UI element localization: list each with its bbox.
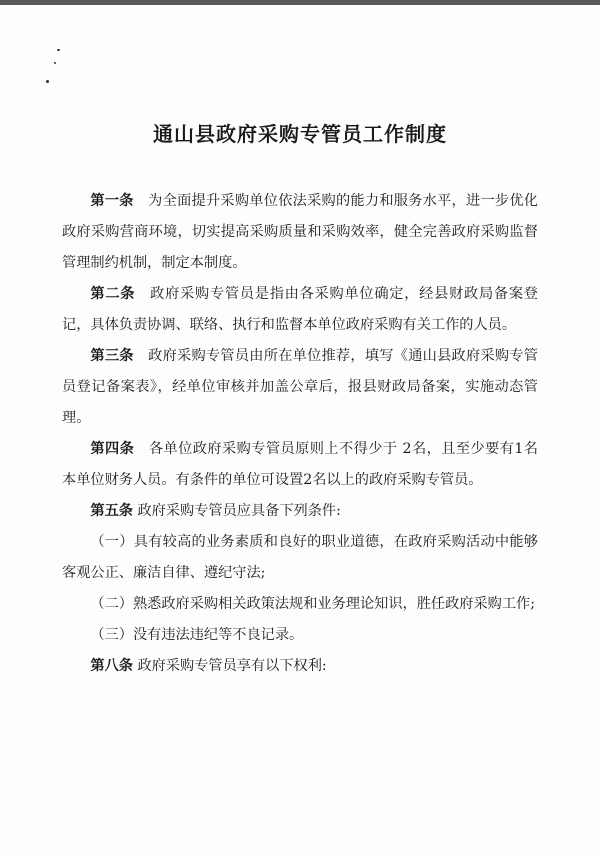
paragraph-text: （一）具有较高的业务素质和良好的职业道德，在政府采购活动中能够客观公正、廉洁自律、遵纪守法; xyxy=(62,534,538,581)
paragraph-text: 政府采购专管员享有以下权利: xyxy=(132,658,327,674)
paragraph-9 xyxy=(62,651,538,682)
paragraph-text: 政府采购专管员由所在单位推荐，填写《通山县政府采购专管员登记备案表》，经单位审核并加盖公章后，报县财政局备案，实施动态管理。 xyxy=(62,348,538,426)
paragraph-1 xyxy=(62,186,538,279)
paragraph-text: 为全面提升采购单位依法采购的能力和服务水平，进一步优化政府采购营商环境，切实提高采购质量和采购效率，健全完善政府采购监督管理制约机制，制定本制度。 xyxy=(62,193,538,271)
paragraph-text: 各单位政府采购专管员原则上不得少于 2名，且至少要有1名本单位财务人员。有条件的单位可设置2名以上的政府采购专管员。 xyxy=(62,441,538,488)
article-label: 第三条 xyxy=(90,348,134,364)
article-label: 第一条 xyxy=(90,193,134,209)
article-label: 第二条 xyxy=(90,286,136,302)
paragraph-text: 政府采购专管员应具备下列条件: xyxy=(132,503,341,519)
paragraph-5 xyxy=(62,496,538,527)
scan-speck xyxy=(54,62,56,64)
paragraph-text: （三）没有违法违纪等不良记录。 xyxy=(90,627,304,643)
scan-speck xyxy=(57,49,60,51)
document-title: 通山县政府采购专管员工作制度 xyxy=(153,122,447,146)
article-label: 第八条 xyxy=(90,658,133,674)
paragraph-text: 政府采购专管员是指由各采购单位确定，经县财政局备案登记，具体负责协调、联络、执行和监督本单位政府采购有关工作的人员。 xyxy=(62,286,538,333)
paragraph-3 xyxy=(62,341,538,434)
paragraph-8 xyxy=(62,620,538,651)
document-body xyxy=(62,186,538,682)
paragraph-2 xyxy=(62,279,538,341)
article-label: 第四条 xyxy=(90,441,135,457)
paragraph-7 xyxy=(62,589,538,620)
paragraph-text: （二）熟悉政府采购相关政策法规和业务理论知识，胜任政府采购工作; xyxy=(90,596,535,612)
article-label: 第五条 xyxy=(90,503,133,519)
scan-speck xyxy=(46,80,49,83)
scan-edge xyxy=(0,0,600,5)
paragraph-6 xyxy=(62,527,538,589)
paragraph-4 xyxy=(62,434,538,496)
